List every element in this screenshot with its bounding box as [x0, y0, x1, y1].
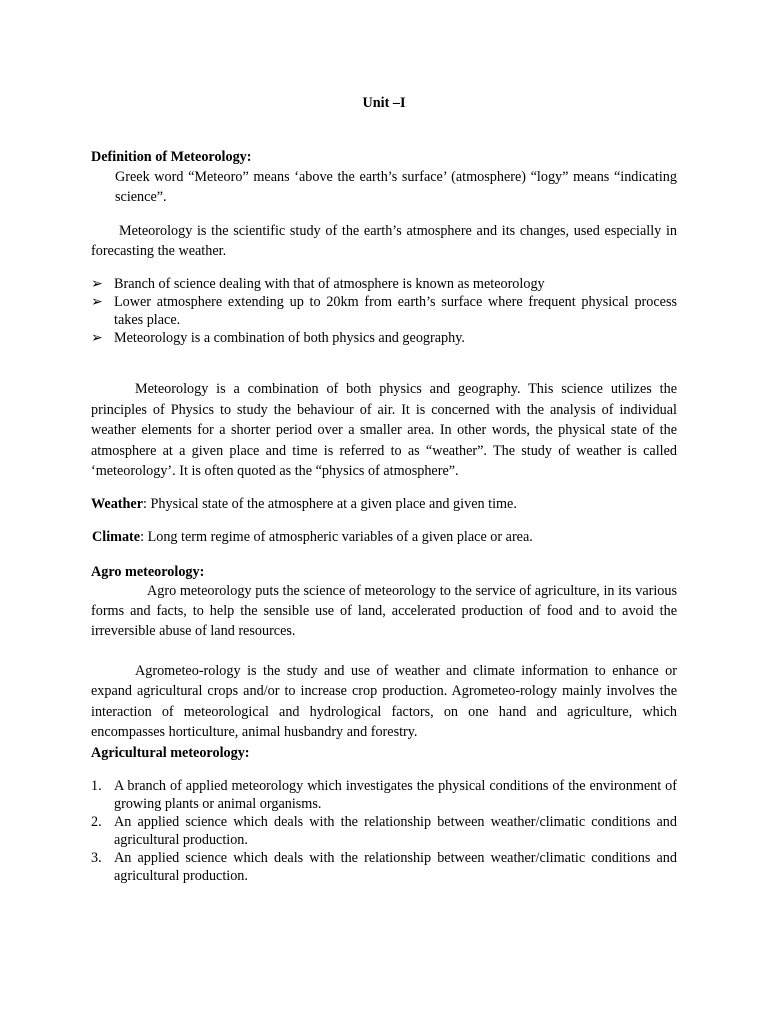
list-number: 2. — [91, 814, 102, 830]
greek-word-paragraph: Greek word “Meteoro” means ‘above the earth’s surface’ (atmosphere) “logy” means “indicating science”. — [115, 169, 677, 205]
list-item: ➢ Branch of science dealing with that of atmosphere is known as meteorology — [91, 276, 545, 292]
list-number: 1. — [91, 778, 102, 794]
definition-heading: Definition of Meteorology: — [91, 149, 252, 165]
agro-paragraph-1: Agro meteorology puts the science of meteorology to the service of agriculture, in its various forms and facts, to help the sensible use of land, accelerated production of food and to avoid the irreversible abuse of land resources. — [91, 583, 677, 639]
agro-paragraph-2: Agrometeo-rology is the study and use of weather and climate information to enhance or expand agricultural crops and/or to increase crop production. Agrometeo-rology mainly involves the interaction of meteorological and hydrological factors, on one hand and agriculture, which encompasses horticulture, animal husbandry and forestry. — [91, 663, 677, 740]
main-paragraph: Meteorology is a combination of both physics and geography. This science utilizes the principles of Physics to study the behaviour of air. It is concerned with the analysis of individual weather elements for a shorter period over a smaller area. In other words, the physical state of the atmosphere at a given place and time is referred to as “weather”. The study of weather is called ‘meteorology’. It is often quoted as the “physics of atmosphere”. — [91, 381, 677, 479]
agricultural-heading: Agricultural meteorology: — [91, 745, 250, 761]
list-item: ➢ Lower atmosphere extending up to 20km from earth’s surface where frequent physical process takes place. — [91, 294, 677, 328]
climate-text: : Long term regime of atmospheric variables of a given place or area. — [140, 529, 533, 545]
weather-term: Weather — [91, 496, 144, 512]
arrow-bullet-icon: ➢ — [91, 294, 103, 310]
list-item: 1. A branch of applied meteorology which investigates the physical conditions of the environment of growing plants or animal organisms. — [91, 778, 677, 812]
agro-heading: Agro meteorology: — [91, 564, 205, 580]
arrow-bullet-icon: ➢ — [91, 276, 103, 292]
arrow-bullet-icon: ➢ — [91, 330, 103, 346]
list-item: 3. An applied science which deals with the relationship between weather/climatic conditions and agricultural production. — [91, 850, 677, 884]
climate-term: Climate — [92, 529, 141, 545]
climate-definition — [92, 527, 678, 547]
weather-text: : Physical state of the atmosphere at a given place and given time. — [143, 496, 517, 512]
list-item: 2. An applied science which deals with the relationship between weather/climatic conditions and agricultural production. — [91, 814, 677, 848]
meteorology-meaning-paragraph: Meteorology is the scientific study of the earth’s atmosphere and its changes, used especially in forecasting the weather. — [91, 223, 677, 259]
meteorology-bullet-list — [91, 275, 677, 347]
agricultural-numbered-list — [91, 777, 677, 885]
page-title: Unit –I — [362, 95, 406, 111]
list-item: ➢ Meteorology is a combination of both physics and geography. — [91, 330, 465, 346]
weather-definition — [91, 494, 677, 514]
list-number: 3. — [91, 850, 102, 866]
